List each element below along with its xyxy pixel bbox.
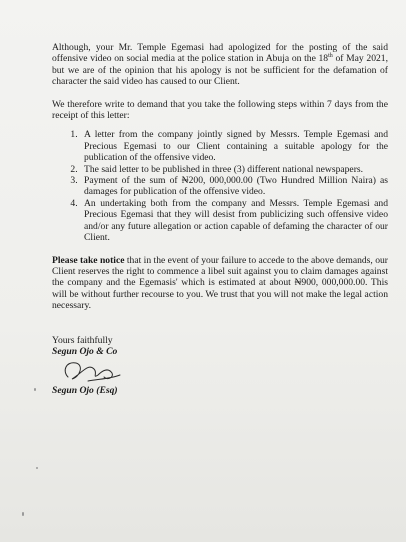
handwritten-signature [58,357,128,387]
scan-mark [36,467,38,469]
list-item: 3. Payment of the sum of ₦200, 000,000.00 (Two Hundred Million Naira) as damages for publication of the offensive video. [80,175,388,198]
paragraph-demand: We therefore write to demand that you take the following steps within 7 days from the receipt of this letter: [52,98,388,122]
paragraph-notice: Please take notice that in the event of your failure to accede to the above demands, our Client reserves the right to commence a libel suit against you to claim damages against the company and the Egemasis' which is estimated at about ₦900, 000,000.00. This will be without further recourse to you. We trust that you will not make the legal action necessary. [52,254,389,312]
list-item: 1. A letter from the company jointly signed by Messrs. Temple Egemasi and Precious Egemasi to our Client containing a suitable apology for the publication of the offensive video. [80,129,388,163]
scan-mark [34,388,36,391]
firm-name: Segun Ojo & Co [52,345,118,357]
demand-list [52,129,388,243]
closing-text: Yours faithfully [52,334,113,346]
scan-mark [22,512,24,516]
paragraph-apology: Although, your Mr. Temple Egemasi had apologized for the posting of the said offensive video on social media at the police station in Abuja on the 18th of May 2021, but we are of the opinion that his apology is not be sufficient for the defamation of character the said video has caused to our Client. [52,42,388,88]
signature-area [52,359,388,385]
signer-name: Segun Ojo (Esq) [52,385,118,397]
list-item: 4. An undertaking both from the company and Messrs. Temple Egemasi and Precious Egemasi that they will desist from publicizing such offensive video and/or any future allegation or action capable of defaming the character of our Client. [80,198,388,244]
list-item: 2. The said letter to be published in three (3) different national newspapers. [80,164,388,175]
